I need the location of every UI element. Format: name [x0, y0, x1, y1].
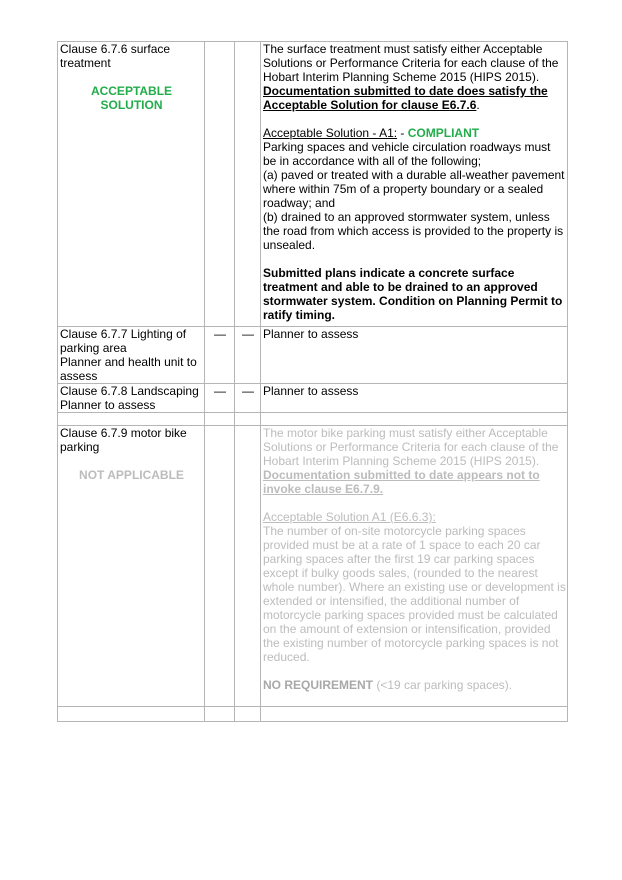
dash-cell-2: —: [205, 384, 235, 413]
table-row-spacer: [58, 413, 568, 426]
compliance-result: COMPLIANT: [407, 126, 480, 140]
table-row-clause-6-7-9: [58, 426, 568, 707]
submitted-plans-note: Submitted plans indicate a concrete surface treatment and able to be drained to an approved stormwater system. Condition on Planning Permit to ratify timing.: [263, 266, 563, 322]
acceptable-solution-text: Parking spaces and vehicle circulation roadways must be in accordance with all of the following;: [263, 140, 551, 168]
assessment-table: [57, 41, 568, 722]
criterion-a: (a) paved or treated with a durable all-weather pavement where within 75m of a property boundary or a sealed roadway; and: [263, 168, 565, 210]
acceptable-solution-label: Acceptable Solution - A1:: [263, 126, 398, 140]
table-row-empty: [58, 707, 568, 722]
clause-cell: [58, 384, 205, 413]
clause-title: Clause 6.7.7 Lighting of parking area: [60, 327, 187, 355]
check-cell-3: [235, 426, 261, 707]
check-cell-2: [205, 426, 235, 707]
acceptable-solution-label: Acceptable Solution A1 (E6.6.3):: [263, 510, 436, 524]
clause-subtitle: Planner and health unit to assess: [60, 355, 197, 383]
dash-cell-3: —: [235, 327, 261, 384]
criterion-b: (b) drained to an approved stormwater system, unless the road from which access is provided to the property is unsealed.: [263, 210, 564, 252]
clause-title: Clause 6.7.6 surface treatment: [60, 42, 171, 70]
dash-cell-3: —: [235, 384, 261, 413]
table-row-clause-6-7-8: [58, 384, 568, 413]
dash-cell-2: —: [205, 327, 235, 384]
clause-title: Clause 6.7.8 Landscaping: [60, 384, 199, 398]
clause-cell: [58, 327, 205, 384]
requirement-result: NO REQUIREMENT: [263, 678, 374, 692]
assessment-cell: Planner to assess: [261, 384, 568, 413]
intro-text: The surface treatment must satisfy either Acceptable Solutions or Performance Criteria for each clause of the Hobart Interim Planning Scheme 2015 (HIPS 2015).: [263, 42, 559, 84]
table-row-clause-6-7-6: [58, 42, 568, 327]
acceptable-solution-text: The number of on-site motorcycle parking spaces provided must be at a rate of 1 space to each 20 car parking spaces after the first 19 car parking spaces except if bulky goods sales, (rounded to the nearest whole number). Where an existing use or development is extended or intensified, the additional number of motorcycle parking spaces provided must be calculated on the amount of extension or intensification, provided the existing number of motorcycle parking spaces is not reduced.: [263, 524, 566, 664]
status-label: ACCEPTABLE SOLUTION: [90, 84, 173, 112]
table-row-clause-6-7-7: [58, 327, 568, 384]
clause-title: Clause 6.7.9 motor bike parking: [60, 426, 187, 454]
assessment-cell: [261, 42, 568, 327]
requirement-note: (<19 car parking spaces).: [373, 678, 513, 692]
clause-cell: [58, 42, 205, 327]
check-cell-2: [205, 42, 235, 327]
intro-text: The motor bike parking must satisfy either Acceptable Solutions or Performance Criteria for each clause of the Hobart Interim Planning Scheme 2015 (HIPS 2015).: [263, 426, 559, 468]
documentation-note: Documentation submitted to date appears not to invoke clause E6.7.9.: [263, 468, 540, 496]
acceptable-solution-separator: -: [397, 126, 408, 140]
documentation-note: Documentation submitted to date does satisfy the Acceptable Solution for clause E6.7.6: [263, 84, 548, 112]
assessment-cell: Planner to assess: [261, 327, 568, 384]
check-cell-3: [235, 42, 261, 327]
clause-cell: [58, 426, 205, 707]
status-label: NOT APPLICABLE: [79, 468, 184, 482]
assessment-cell: [261, 426, 568, 707]
documentation-note-end: .: [476, 98, 480, 112]
clause-subtitle: Planner to assess: [60, 398, 156, 412]
